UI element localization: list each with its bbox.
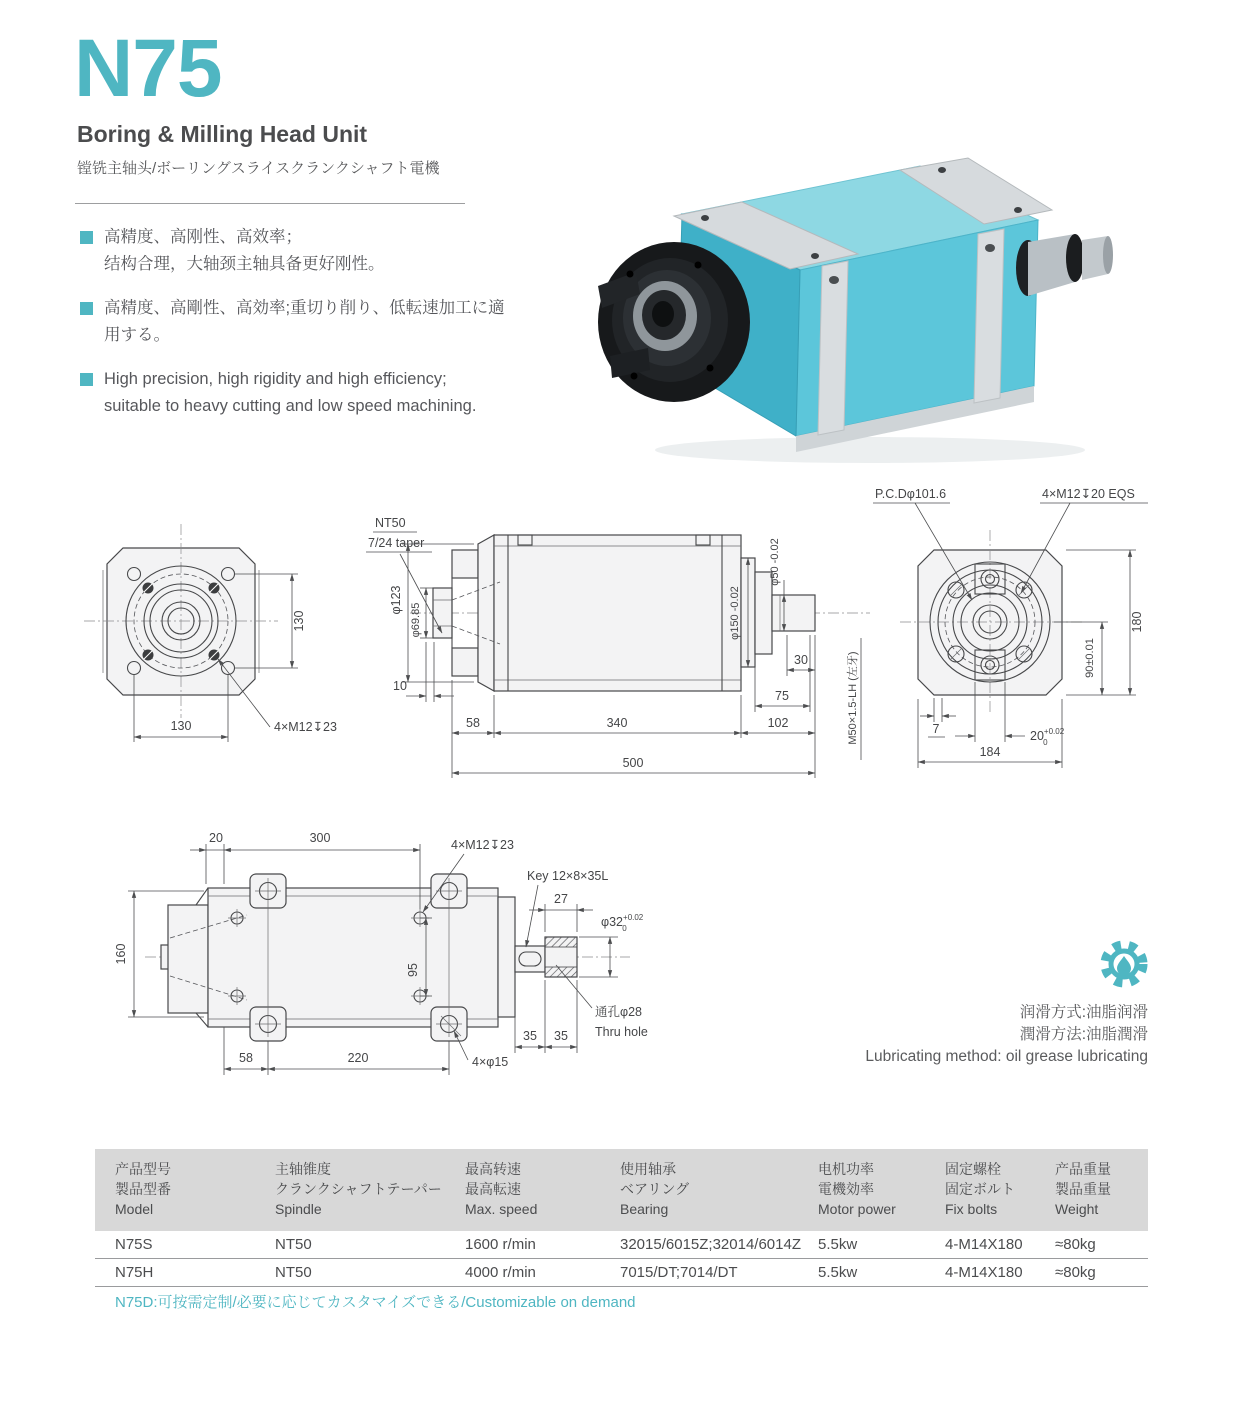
dim-180: 180 — [1130, 611, 1144, 633]
label-key: Key 12×8×35L — [527, 869, 609, 883]
technical-drawings-row1 — [70, 480, 1190, 820]
cell-motor-power: 5.5kw — [818, 1264, 858, 1281]
label-nt50: NT50 — [375, 516, 406, 530]
feature-line: 结构合理，大轴颈主轴具备更好刚性。 — [104, 255, 385, 273]
lubrication-line-ja: 潤滑方法:油脂潤滑 — [1019, 1026, 1148, 1043]
dim-58: 58 — [466, 716, 480, 730]
label-rear-bolts: 4×M12↧20 EQS — [1042, 487, 1135, 501]
cell-fix-bolts: 4-M14X180 — [945, 1236, 1023, 1253]
cell-bearing: 7015/DT;7014/DT — [620, 1264, 738, 1281]
feature-item-en — [80, 366, 520, 420]
dim-30: 30 — [794, 653, 808, 667]
dim-top-58: 58 — [239, 1051, 253, 1065]
label-thru-hole-cjk: 通孔φ28 — [595, 1005, 643, 1019]
label-pcd: P.C.Dφ101.6 — [875, 487, 947, 501]
col-spindle: 主轴锥度 クランクシャフトテーパー Spindle — [275, 1161, 442, 1217]
label-top-bolts: 4×M12↧23 — [451, 838, 514, 852]
dim-184: 184 — [979, 745, 1001, 759]
feature-line: High precision, high rigidity and high efficiency; — [104, 370, 447, 388]
feature-item-ja — [80, 295, 520, 349]
product-title-cjk: 镗铣主轴头/ボーリングスライスクランクシャフト電機 — [77, 160, 440, 177]
bullet-square-icon — [80, 302, 93, 315]
feature-line: 用する。 — [104, 326, 170, 344]
spec-table-header — [95, 1149, 1148, 1231]
product-title-en: Boring & Milling Head Unit — [77, 121, 368, 147]
dim-10: 10 — [393, 679, 407, 693]
col-weight: 产品重量 製品重量 Weight — [1055, 1161, 1111, 1217]
dim-27: 27 — [554, 892, 568, 906]
lubrication-line-zh: 润滑方式:油脂润滑 — [1019, 1004, 1148, 1021]
spec-table — [95, 1149, 1148, 1287]
dim-d6985: φ69.85 — [410, 602, 422, 638]
customization-note: N75D:可按需定制/必要に応じてカスタマイズできる/Customizable on demand — [115, 1294, 636, 1311]
lubrication-gear-droplet-icon — [1098, 938, 1150, 990]
label-4xd15: 4×φ15 — [472, 1055, 509, 1069]
cell-max-speed: 4000 r/min — [465, 1264, 536, 1281]
dim-75: 75 — [775, 689, 789, 703]
page-title: N75 — [74, 23, 222, 114]
dim-20-keyway: $20^{+0.02}$ 0 — [1030, 727, 1065, 747]
table-row — [95, 1259, 1148, 1287]
bullet-square-icon — [80, 373, 93, 386]
rear-shaft — [1016, 234, 1113, 296]
table-row — [95, 1231, 1148, 1259]
side-view-drawing — [366, 516, 870, 778]
feature-item-zh — [80, 224, 520, 278]
label-thread: M50×1.5-LH (左牙) — [847, 651, 859, 745]
cell-fix-bolts: 4-M14X180 — [945, 1264, 1023, 1281]
bullet-square-icon — [80, 231, 93, 244]
header-divider — [75, 203, 465, 204]
label-taper: 7/24 taper — [368, 536, 425, 550]
dim-340: 340 — [606, 716, 628, 730]
dim-500: 500 — [622, 756, 644, 770]
dim-d32: $\varphi 32^{+0.02}$ 0 — [601, 913, 644, 933]
dim-top-95: 95 — [406, 963, 420, 977]
front-view-drawing — [84, 524, 337, 742]
label-front-bolts: 4×M12↧23 — [274, 720, 337, 734]
product-photo — [570, 118, 1210, 478]
dim-top-300: 300 — [309, 831, 331, 845]
dim-d150: φ150 -0.02 — [729, 586, 741, 640]
cell-spindle: NT50 — [275, 1236, 312, 1253]
dim-front-height: 130 — [292, 610, 306, 632]
dim-35a: 35 — [523, 1029, 537, 1043]
dim-front-width: 130 — [170, 719, 192, 733]
dim-35b: 35 — [554, 1029, 568, 1043]
label-thru-hole-en: Thru hole — [595, 1025, 648, 1039]
rear-view-drawing — [873, 487, 1148, 768]
dim-7: 7 — [932, 722, 940, 736]
col-max-speed: 最高转速 最高転速 Max. speed — [465, 1161, 538, 1217]
dim-d123: φ123 — [389, 585, 403, 615]
top-view-drawing — [70, 820, 690, 1110]
cell-model: N75H — [115, 1264, 154, 1281]
dim-top-160: 160 — [114, 943, 128, 965]
dim-d50: φ50 -0.02 — [769, 538, 781, 586]
col-fix-bolts: 固定螺栓 固定ボルト Fix bolts — [945, 1161, 1015, 1217]
col-model: 产品型号 製品型番 Model — [115, 1161, 171, 1217]
dim-top-220: 220 — [347, 1051, 369, 1065]
cell-model: N75S — [115, 1236, 153, 1253]
cell-spindle: NT50 — [275, 1264, 312, 1281]
feature-list — [80, 224, 520, 437]
cell-bearing: 32015/6015Z;32014/6014Z — [620, 1236, 801, 1253]
cell-weight: ≈80kg — [1055, 1264, 1096, 1281]
lubrication-line-en: Lubricating method: oil grease lubricating — [865, 1048, 1148, 1065]
cell-motor-power: 5.5kw — [818, 1236, 858, 1253]
spindle-nose — [598, 242, 750, 402]
lubrication-info — [788, 1002, 1148, 1068]
dim-90: 90±0.01 — [1084, 638, 1096, 678]
feature-line: suitable to heavy cutting and low speed machining. — [104, 397, 477, 415]
feature-line: 高精度、高剛性、高効率;重切り削り、低転速加工に適 — [104, 299, 505, 317]
dim-102: 102 — [767, 716, 789, 730]
dim-top-20: 20 — [209, 831, 223, 845]
col-motor-power: 电机功率 電機効率 Motor power — [818, 1161, 896, 1217]
cell-weight: ≈80kg — [1055, 1236, 1096, 1253]
cell-max-speed: 1600 r/min — [465, 1236, 536, 1253]
col-bearing: 使用轴承 ベアリング Bearing — [620, 1161, 690, 1217]
feature-line: 高精度、高刚性、高效率； — [104, 228, 302, 246]
